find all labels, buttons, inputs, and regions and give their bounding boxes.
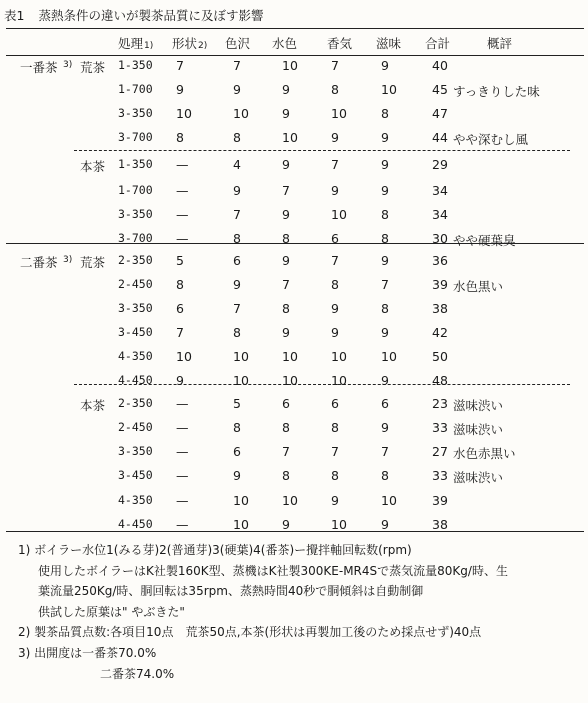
cell-color: 8 xyxy=(233,420,241,435)
cell-shape: 10 xyxy=(176,349,192,364)
cell-water: 10 xyxy=(282,58,298,73)
cell-taste: 7 xyxy=(381,444,389,459)
cell-total: 42 xyxy=(432,325,448,340)
cell-water: 8 xyxy=(282,468,290,483)
cell-taste: 9 xyxy=(381,373,389,388)
cell-proc: 1-350 xyxy=(118,58,153,72)
note-2: 2) 製茶品質点数:各項目10点 荒茶50点,本茶(形状は再製加工後のため採点せず)40点 xyxy=(18,625,482,640)
cell-aroma: 9 xyxy=(331,183,339,198)
cell-aroma: 10 xyxy=(331,207,347,222)
cell-aroma: 9 xyxy=(331,493,339,508)
cell-taste: 6 xyxy=(381,396,389,411)
cell-kind: 本茶 xyxy=(80,398,106,413)
table-row xyxy=(0,130,588,150)
table-row xyxy=(0,444,588,464)
table-row xyxy=(0,231,588,251)
cell-total: 27 xyxy=(432,444,448,459)
cell-taste: 9 xyxy=(381,325,389,340)
cell-proc: 2-450 xyxy=(118,277,153,291)
header-water-color: 水色 xyxy=(272,36,298,51)
cell-shape: — xyxy=(176,207,189,222)
cell-aroma: 8 xyxy=(331,420,339,435)
cell-total: 23 xyxy=(432,396,448,411)
cell-total: 33 xyxy=(432,420,448,435)
cell-aroma: 6 xyxy=(331,231,339,246)
cell-comment: やや深むし風 xyxy=(453,132,529,147)
cell-total: 40 xyxy=(432,58,448,73)
cell-total: 34 xyxy=(432,207,448,222)
cell-color: 7 xyxy=(233,301,241,316)
table-label: 表1 xyxy=(4,8,25,23)
cell-taste: 9 xyxy=(381,517,389,532)
cell-shape: — xyxy=(176,183,189,198)
cell-water: 7 xyxy=(282,444,290,459)
cell-water: 7 xyxy=(282,183,290,198)
cell-total: 33 xyxy=(432,468,448,483)
cell-color: 9 xyxy=(233,468,241,483)
header-total: 合計 xyxy=(425,36,451,51)
cell-proc: 4-350 xyxy=(118,349,153,363)
cell-proc: 4-450 xyxy=(118,517,153,531)
cell-shape: — xyxy=(176,468,189,483)
cell-color: 4 xyxy=(233,157,241,172)
cell-water: 9 xyxy=(282,517,290,532)
cell-aroma: 7 xyxy=(331,253,339,268)
cell-total: 30 xyxy=(432,231,448,246)
cell-water: 7 xyxy=(282,277,290,292)
header-color: 色沢 xyxy=(225,36,251,51)
cell-taste: 8 xyxy=(381,468,389,483)
table-row xyxy=(0,373,588,393)
cell-comment: 滋味渋い xyxy=(453,470,504,485)
cell-group: 二番茶 xyxy=(20,255,58,270)
note-1-line-2: 使用したボイラーはK社製160K型、蒸機はK社製300KE-MR4Sで蒸気流量80Kg/時、生 xyxy=(38,563,508,578)
cell-comment: 滋味渋い xyxy=(453,398,504,413)
cell-aroma: 9 xyxy=(331,301,339,316)
cell-water: 8 xyxy=(282,301,290,316)
table-row xyxy=(0,325,588,345)
cell-color: 10 xyxy=(233,493,249,508)
table-row xyxy=(0,517,588,537)
table-row xyxy=(0,253,588,273)
note-3-line-1: 3) 出開度は一番茶70.0% xyxy=(18,645,157,660)
cell-group-note: 3) xyxy=(63,60,73,70)
table-row xyxy=(0,301,588,321)
cell-color: 9 xyxy=(233,277,241,292)
cell-total: 39 xyxy=(432,277,448,292)
cell-aroma: 8 xyxy=(331,82,339,97)
cell-water: 10 xyxy=(282,130,298,145)
cell-proc: 2-450 xyxy=(118,420,153,434)
cell-comment: すっきりした味 xyxy=(453,84,540,99)
cell-color: 10 xyxy=(233,106,249,121)
cell-color: 8 xyxy=(233,231,241,246)
cell-color: 7 xyxy=(233,207,241,222)
header-process-label: 処理 xyxy=(118,36,144,51)
cell-water: 10 xyxy=(282,493,298,508)
cell-proc: 3-350 xyxy=(118,301,153,315)
cell-shape: 9 xyxy=(176,373,184,388)
header-shape-note: 2) xyxy=(198,41,208,51)
cell-aroma: 7 xyxy=(331,157,339,172)
cell-water: 9 xyxy=(282,253,290,268)
cell-aroma: 6 xyxy=(331,396,339,411)
cell-shape: — xyxy=(176,493,189,508)
cell-taste: 9 xyxy=(381,130,389,145)
cell-shape: — xyxy=(176,420,189,435)
cell-taste: 9 xyxy=(381,420,389,435)
cell-proc: 2-350 xyxy=(118,396,153,410)
cell-kind: 本茶 xyxy=(80,159,106,174)
table-row xyxy=(0,157,588,177)
cell-aroma: 10 xyxy=(331,517,347,532)
cell-color: 8 xyxy=(233,325,241,340)
cell-shape: 6 xyxy=(176,301,184,316)
cell-shape: — xyxy=(176,444,189,459)
header-process xyxy=(118,34,153,52)
cell-taste: 10 xyxy=(381,82,397,97)
cell-aroma: 9 xyxy=(331,130,339,145)
note-1-line-4: 供試した原葉は" やぶきた" xyxy=(38,604,185,619)
cell-total: 44 xyxy=(432,130,448,145)
cell-total: 48 xyxy=(432,373,448,388)
cell-proc: 3-700 xyxy=(118,130,153,144)
cell-water: 9 xyxy=(282,207,290,222)
header-comment: 概評 xyxy=(487,36,513,51)
cell-taste: 8 xyxy=(381,106,389,121)
cell-total: 38 xyxy=(432,301,448,316)
cell-aroma: 10 xyxy=(331,373,347,388)
header-shape-label: 形状 xyxy=(172,36,198,51)
cell-proc: 3-350 xyxy=(118,106,153,120)
cell-total: 39 xyxy=(432,493,448,508)
cell-color: 9 xyxy=(233,183,241,198)
cell-shape: 7 xyxy=(176,58,184,73)
cell-taste: 10 xyxy=(381,349,397,364)
cell-kind: 荒茶 xyxy=(80,255,106,270)
cell-water: 8 xyxy=(282,231,290,246)
table-row xyxy=(0,183,588,203)
cell-taste: 8 xyxy=(381,231,389,246)
cell-proc: 3-700 xyxy=(118,231,153,245)
cell-kind: 荒茶 xyxy=(80,60,106,75)
cell-color: 6 xyxy=(233,444,241,459)
footnotes xyxy=(18,540,508,684)
cell-aroma: 10 xyxy=(331,349,347,364)
cell-color: 10 xyxy=(233,349,249,364)
cell-total: 47 xyxy=(432,106,448,121)
cell-water: 10 xyxy=(282,349,298,364)
header-aroma: 香気 xyxy=(327,36,353,51)
table-row xyxy=(0,493,588,513)
cell-proc: 1-700 xyxy=(118,183,153,197)
cell-total: 45 xyxy=(432,82,448,97)
cell-proc: 4-350 xyxy=(118,493,153,507)
cell-shape: 5 xyxy=(176,253,184,268)
cell-color: 10 xyxy=(233,517,249,532)
table-row xyxy=(0,58,588,78)
cell-total: 38 xyxy=(432,517,448,532)
cell-shape: — xyxy=(176,231,189,246)
cell-taste: 8 xyxy=(381,207,389,222)
table-row xyxy=(0,207,588,227)
cell-taste: 9 xyxy=(381,253,389,268)
cell-taste: 9 xyxy=(381,58,389,73)
cell-total: 50 xyxy=(432,349,448,364)
table-row xyxy=(0,349,588,369)
cell-water: 9 xyxy=(282,106,290,121)
table-title-text: 蒸熱条件の違いが製茶品質に及ぼす影響 xyxy=(38,8,264,23)
note-1-line-1: 1) ボイラー水位1(みる芽)2(普通芽)3(硬葉)4(番茶)ー攪拌軸回転数(rpm) xyxy=(18,543,412,557)
cell-aroma: 8 xyxy=(331,468,339,483)
cell-taste: 7 xyxy=(381,277,389,292)
note-1-line-3: 葉流量250Kg/時、胴回転は35rpm、蒸熱時間40秒で胴傾斜は自動制御 xyxy=(38,584,424,599)
cell-proc: 4-450 xyxy=(118,373,153,387)
cell-proc: 3-350 xyxy=(118,207,153,221)
cell-color: 5 xyxy=(233,396,241,411)
cell-aroma: 7 xyxy=(331,58,339,73)
cell-taste: 8 xyxy=(381,301,389,316)
cell-water: 9 xyxy=(282,325,290,340)
rule-top xyxy=(6,28,584,29)
cell-color: 10 xyxy=(233,373,249,388)
cell-shape: 10 xyxy=(176,106,192,121)
cell-water: 9 xyxy=(282,82,290,97)
cell-shape: 9 xyxy=(176,82,184,97)
cell-shape: — xyxy=(176,396,189,411)
cell-comment: 滋味渋い xyxy=(453,422,504,437)
cell-proc: 3-450 xyxy=(118,325,153,339)
cell-taste: 10 xyxy=(381,493,397,508)
rule-dashed-1 xyxy=(74,150,570,151)
cell-proc: 3-450 xyxy=(118,468,153,482)
table-row xyxy=(0,420,588,440)
cell-shape: — xyxy=(176,517,189,532)
cell-color: 6 xyxy=(233,253,241,268)
table-row xyxy=(0,82,588,102)
table-row xyxy=(0,468,588,488)
cell-taste: 9 xyxy=(381,183,389,198)
cell-shape: 8 xyxy=(176,130,184,145)
cell-proc: 3-350 xyxy=(118,444,153,458)
cell-comment: 水色赤黒い xyxy=(453,446,516,461)
cell-proc: 1-350 xyxy=(118,157,153,171)
header-shape xyxy=(172,34,207,52)
cell-color: 8 xyxy=(233,130,241,145)
cell-water: 6 xyxy=(282,396,290,411)
table-row xyxy=(0,106,588,126)
cell-comment: 水色黒い xyxy=(453,279,504,294)
cell-water: 10 xyxy=(282,373,298,388)
cell-shape: — xyxy=(176,157,189,172)
cell-water: 8 xyxy=(282,420,290,435)
cell-water: 9 xyxy=(282,157,290,172)
table-row xyxy=(0,277,588,297)
cell-proc: 2-350 xyxy=(118,253,153,267)
table-title xyxy=(4,6,263,24)
cell-total: 34 xyxy=(432,183,448,198)
cell-color: 7 xyxy=(233,58,241,73)
header-process-note: 1) xyxy=(144,41,154,51)
header-taste: 滋味 xyxy=(376,36,402,51)
cell-aroma: 9 xyxy=(331,325,339,340)
cell-group-note: 3) xyxy=(63,255,73,265)
cell-aroma: 10 xyxy=(331,106,347,121)
cell-shape: 8 xyxy=(176,277,184,292)
cell-comment: やや硬葉臭 xyxy=(453,233,516,248)
cell-total: 36 xyxy=(432,253,448,268)
rule-header xyxy=(6,55,584,56)
cell-proc: 1-700 xyxy=(118,82,153,96)
cell-color: 9 xyxy=(233,82,241,97)
cell-shape: 7 xyxy=(176,325,184,340)
table-row xyxy=(0,396,588,416)
cell-group: 一番茶 xyxy=(20,60,58,75)
cell-taste: 9 xyxy=(381,157,389,172)
cell-aroma: 8 xyxy=(331,277,339,292)
note-3-line-2: 二番茶74.0% xyxy=(100,666,175,681)
cell-total: 29 xyxy=(432,157,448,172)
cell-aroma: 7 xyxy=(331,444,339,459)
